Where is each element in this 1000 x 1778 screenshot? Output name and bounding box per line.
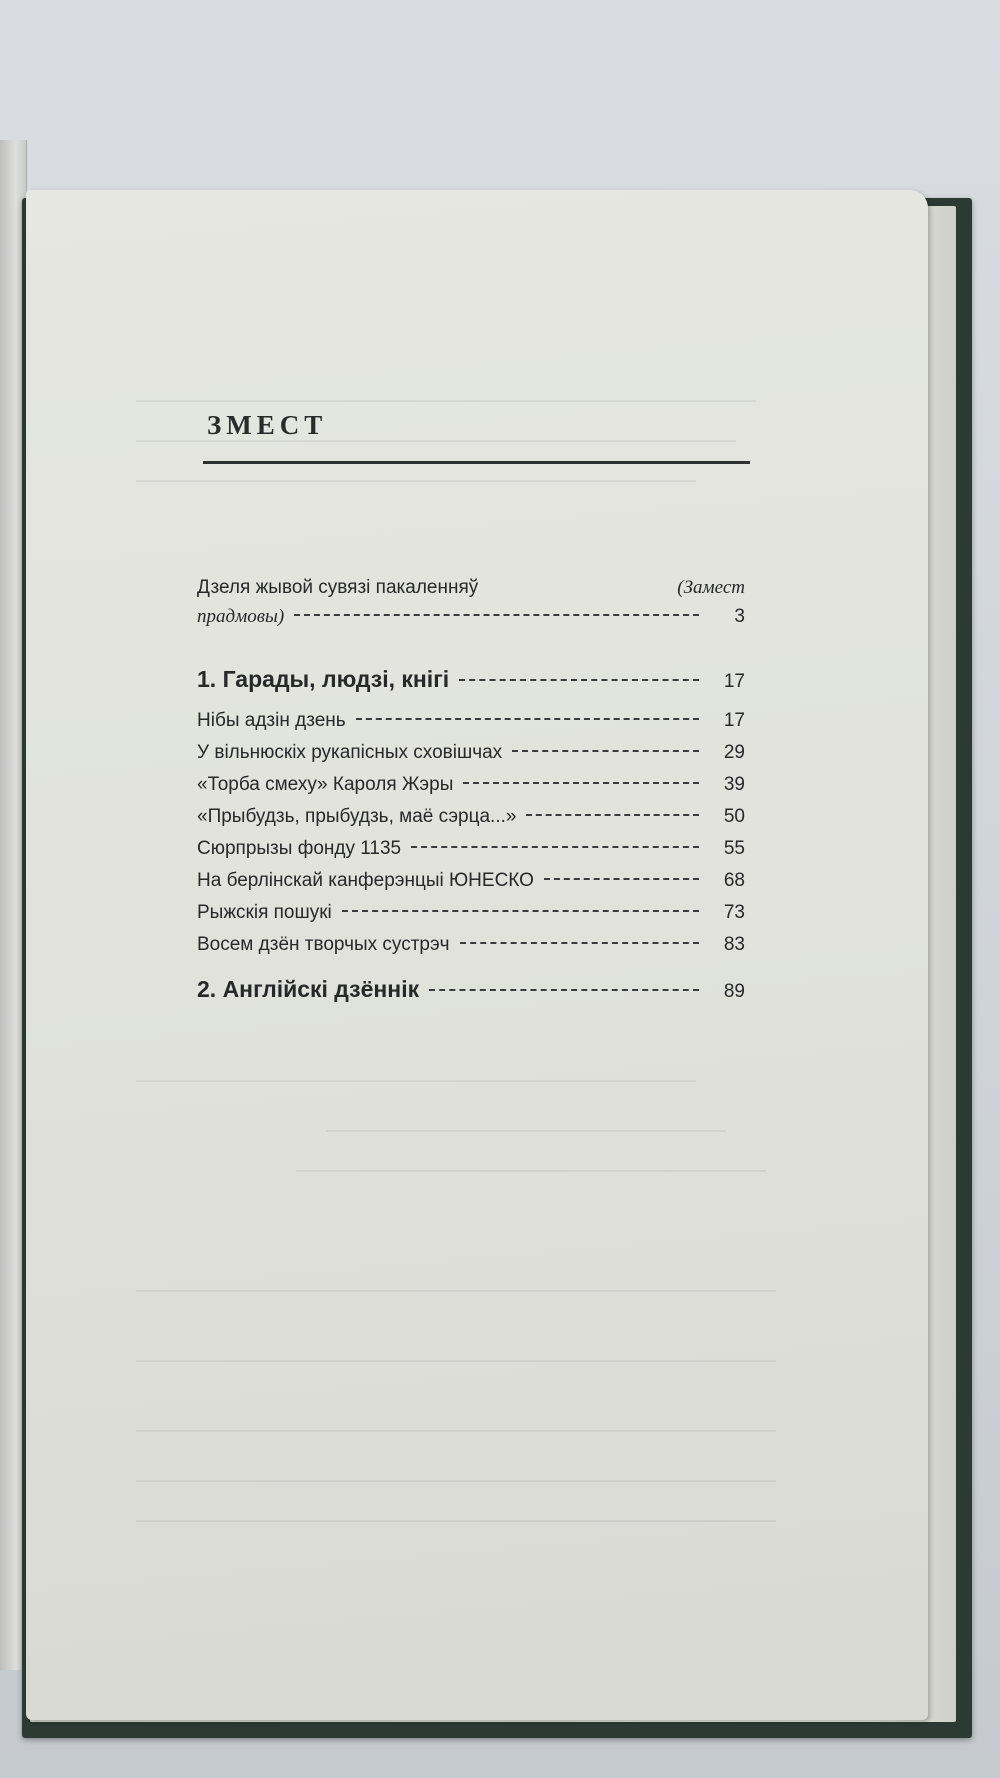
toc-item — [197, 901, 745, 925]
leader-dashes — [463, 782, 699, 784]
toc-section-1-page: 17 — [723, 671, 745, 692]
toc-item-title: «Торба смеху» Кароля Жэры — [197, 774, 454, 795]
leader-dashes — [460, 942, 699, 944]
leader-dashes — [459, 679, 699, 681]
toc-item-page: 17 — [723, 710, 745, 731]
toc-section-2-title: 2. Англійскі дзённік — [197, 976, 420, 1002]
show-through-text — [136, 1290, 776, 1292]
leader-dashes — [294, 614, 699, 616]
toc-item-title: Рыжскія пошукі — [197, 902, 332, 923]
show-through-text — [136, 400, 756, 402]
toc-item — [197, 741, 745, 765]
toc-item — [197, 869, 745, 893]
toc-item-title: «Прыбудзь, прыбудзь, маё сэрца...» — [197, 806, 517, 827]
toc-intro-title: Дзеля жывой сувязі пакаленняў — [197, 577, 479, 598]
toc-item-title: Сюрпрызы фонду 1135 — [197, 838, 402, 859]
contents-heading: ЗМЕСТ — [207, 410, 328, 440]
toc-item-title: Нібы адзін дзень — [197, 710, 346, 731]
leader-dashes — [544, 878, 699, 880]
toc-item-page: 55 — [723, 838, 745, 859]
toc-item — [197, 805, 745, 829]
leader-dashes — [411, 846, 699, 848]
toc-item-page: 73 — [723, 902, 745, 923]
heading-rule — [203, 461, 750, 464]
show-through-text — [296, 1170, 766, 1172]
toc-item-page: 83 — [723, 934, 745, 955]
show-through-text — [136, 1480, 776, 1482]
leader-dashes — [429, 989, 699, 991]
show-through-text — [136, 1430, 776, 1432]
leader-dashes — [526, 814, 699, 816]
toc-intro-page: 3 — [734, 606, 745, 627]
toc-intro-line2 — [197, 605, 745, 629]
toc-item — [197, 933, 745, 957]
show-through-text — [136, 1360, 776, 1362]
toc-item — [197, 709, 745, 733]
toc-intro-line1 — [197, 576, 745, 600]
show-through-text — [326, 1130, 726, 1132]
toc-item — [197, 773, 745, 797]
toc-item — [197, 837, 745, 861]
toc-section-2 — [197, 975, 745, 1006]
toc-item-page: 29 — [723, 742, 745, 763]
leader-dashes — [512, 750, 699, 752]
toc-intro-note-cont: прадмовы) — [197, 606, 285, 627]
toc-item-page: 68 — [723, 870, 745, 891]
toc-intro-note: (Замест — [677, 577, 745, 598]
toc-item-title: На берлінскай канферэнцыі ЮНЕСКО — [197, 870, 534, 891]
leader-dashes — [342, 910, 699, 912]
toc-item-title: У вільнюскіх рукапісных сховішчах — [197, 742, 503, 763]
toc-section-2-page: 89 — [723, 981, 745, 1002]
toc-section-1-title: 1. Гарады, людзі, кнігі — [197, 666, 450, 692]
show-through-text — [136, 1520, 776, 1522]
toc-item-title: Восем дзён творчых сустрэч — [197, 934, 450, 955]
toc-item-page: 50 — [723, 806, 745, 827]
show-through-text — [136, 1080, 696, 1082]
toc-item-page: 39 — [723, 774, 745, 795]
show-through-text — [136, 480, 696, 482]
toc-section-1 — [197, 665, 745, 696]
leader-dashes — [356, 718, 699, 720]
